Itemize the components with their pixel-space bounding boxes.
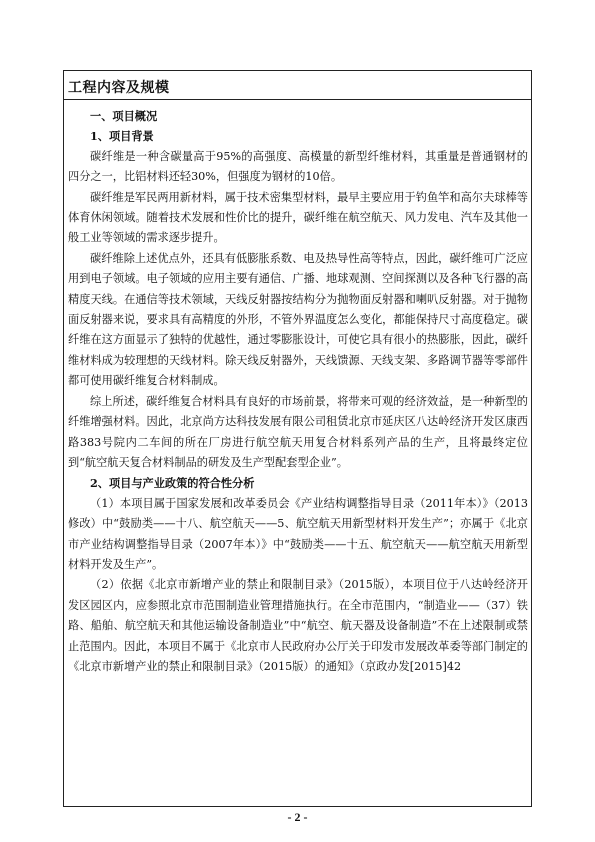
heading-project-overview: 一、项目概况 xyxy=(90,109,158,123)
document-body xyxy=(68,106,528,677)
paragraph-policy-1: （1）本项目属于国家发展和改革委员会《产业结构调整指导目录（2011年本）》（2013修改）中“鼓励类——十八、航空航天——5、航空航天用新型材料开发生产”；亦属于《北京市产业结构调整指导目录（2007年本）》中“鼓励类——十五、航空航天——航空航天用新型材料开发及生产”。 xyxy=(68,496,528,571)
title-row xyxy=(64,71,531,100)
heading-policy-compliance: 2、项目与产业政策的符合性分析 xyxy=(90,476,255,491)
paragraph-carbon-fiber-intro: 碳纤维是一种含碳量高于95%的高强度、高模量的新型纤维材料，其重量是普通钢材的四分之一，比铝材料还轻30%，但强度为钢材的10倍。 xyxy=(68,149,528,184)
page-number: - 2 - xyxy=(287,810,308,824)
section-title: 工程内容及规模 xyxy=(68,80,170,96)
paragraph-policy-2: （2）依据《北京市新增产业的禁止和限制目录》（2015版），本项目位于八达岭经济开发区园区内，应参照北京市范围制造业管理措施执行。在全市范围内，“制造业——（37）铁路、船舶、航空航天和其他运输设备制造业”中“航空、航天器及设备制造”不在上述限制或禁止范围内。因此，本项目不属于《北京市人民政府办公厅关于印发市发展改革委等部门制定的《北京市新增产业的禁止和限制目录》（2015版）的通知》（京政办发[2015]42 xyxy=(68,578,528,673)
paragraph-dual-use: 碳纤维是军民两用新材料，属于技术密集型材料，最早主要应用于钓鱼竿和高尔夫球棒等体育休闲领域。随着技术发展和性价比的提升，碳纤维在航空航天、风力发电、汽车及其他一般工业等领域的需求逐步提升。 xyxy=(68,190,528,245)
paragraph-summary: 综上所述，碳纤维复合材料具有良好的市场前景，将带来可观的经济效益，是一种新型的纤维增强材料。因此，北京尚方达科技发展有限公司租赁北京市延庆区八达岭经济开发区康西路383号院内二车间的所在厂房进行航空航天用复合材料系列产品的生产，且将最终定位到“航空航天复合材料制品的研发及生产型配套型企业”。 xyxy=(68,394,528,469)
paragraph-electronics: 碳纤维除上述优点外，还具有低膨胀系数、电及热导性高等特点，因此，碳纤维可广泛应用到电子领域。电子领域的应用主要有通信、广播、地球观测、空间探测以及各种飞行器的高精度天线。在通信等技术领域，天线反射器按结构分为抛物面反射器和喇叭反射器。对于抛物面反射器来说，要求具有高精度的外形，不管外界温度怎么变化，都能保持尺寸高度稳定。碳纤维在这方面显示了独特的优越性，通过零膨胀设计，可使它具有很小的热膨胀，因此，碳纤维材料成为较理想的天线材料。除天线反射器外，天线馈源、天线支架、多路调节器等零部件都可使用碳纤维复合材料制成。 xyxy=(68,251,528,388)
heading-project-background: 1、项目背景 xyxy=(90,129,154,144)
content-table xyxy=(63,70,532,807)
